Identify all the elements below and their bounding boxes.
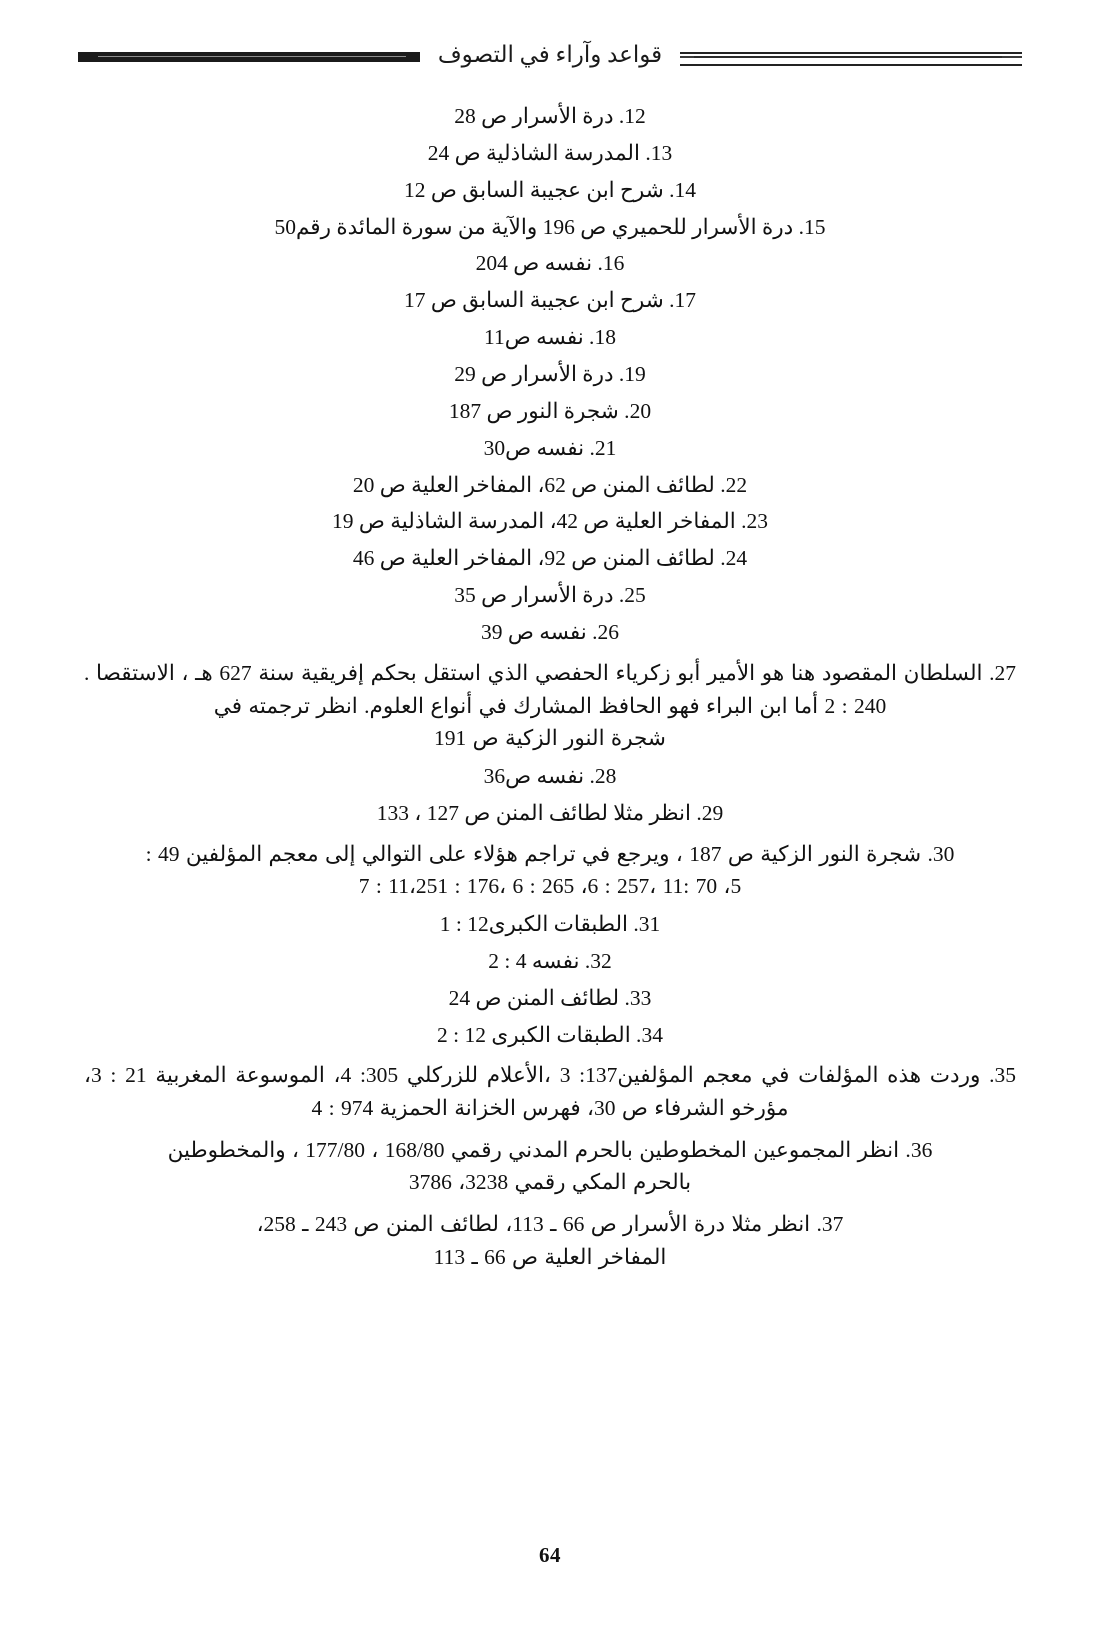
footnote-text: 32. نفسه 4 : 2 (488, 948, 612, 973)
footnote-text: 36. انظر المجموعين المخطوطين بالحرم المدني رقمي 168/80 ، 177/80 ، والمخطوطين (167, 1137, 933, 1162)
footnote-item (84, 509, 1016, 534)
footnote-item (84, 801, 1016, 826)
footnote-text: 31. الطبقات الكبرى12 : 1 (439, 911, 661, 936)
footnote-text: 28. نفسه ص36 (483, 763, 617, 788)
footnote-text: 21. نفسه ص30 (483, 435, 617, 460)
footnote-text: 17. شرح ابن عجيبة السابق ص 17 (403, 288, 697, 313)
footnote-item (84, 288, 1016, 313)
footnote-item (84, 657, 1016, 755)
header-rule-right (78, 50, 420, 64)
footnote-text: 15. درة الأسرار للحميري ص 196 والآية من سورة المائدة رقم50 (274, 214, 826, 239)
header-title: قواعد وآراء في التصوف (437, 42, 663, 67)
footnote-text: 22. لطائف المنن ص 62، المفاخر العلية ص 20 (352, 472, 748, 497)
footnote-item (84, 1134, 1016, 1199)
footnote-item (84, 1208, 1016, 1273)
footnote-text: 27. السلطان المقصود هنا هو الأمير أبو زكرياء الحفصي الذي استقل بحكم إفريقية سنة 627 هـ ، الاستقصا . 240 : 2 أما ابن البراء فهو الحافظ المشارك في أنواع العلوم. انظر ترجمته في (84, 660, 1016, 718)
running-header (78, 36, 1022, 78)
footnote-text: 13. المدرسة الشاذلية ص 24 (427, 140, 673, 165)
footnote-item (84, 838, 1016, 903)
footnote-item (84, 1023, 1016, 1048)
footnote-item (84, 546, 1016, 571)
footnote-item (84, 399, 1016, 424)
footnote-text: 34. الطبقات الكبرى 12 : 2 (437, 1022, 663, 1047)
footnote-item (84, 215, 1016, 240)
page-number: 64 (539, 1543, 561, 1567)
footnote-item (84, 764, 1016, 789)
footnote-text: 16. نفسه ص 204 (475, 251, 625, 276)
footnote-text: 24. لطائف المنن ص 92، المفاخر العلية ص 46 (352, 546, 748, 571)
footnote-text: 26. نفسه ص 39 (480, 620, 620, 645)
footnote-item (84, 473, 1016, 498)
footnote-item (84, 104, 1016, 129)
footnote-text: 33. لطائف المنن ص 24 (448, 985, 652, 1010)
footnote-item (84, 178, 1016, 203)
footnote-text: 37. انظر مثلا درة الأسرار ص 66 ـ 113، لطائف المنن ص 243 ـ 258، (256, 1212, 844, 1237)
footnote-text: 20. شجرة النور ص 187 (448, 398, 652, 423)
footnote-text: 12. درة الأسرار ص 28 (454, 104, 646, 128)
footnote-continuation: 5، 70 :11 ،257 : 6، 265 : 6 ،176 : 11،251 : 7 (358, 874, 742, 899)
footnote-continuation: بالحرم المكي رقمي 3238، 3786 (408, 1170, 692, 1195)
footnote-item (84, 436, 1016, 461)
footnote-item (84, 620, 1016, 645)
footnote-item (84, 362, 1016, 387)
header-rule-left (680, 50, 1022, 64)
footnote-item (84, 583, 1016, 608)
footnote-item (84, 912, 1016, 937)
footnotes-list (84, 104, 1016, 1282)
footnote-text: 29. انظر مثلا لطائف المنن ص 127 ، 133 (376, 800, 724, 825)
footnote-text: 35. وردت هذه المؤلفات في معجم المؤلفين137: 3 ،الأعلام للزركلي 305: 4، الموسوعة المغربية 21 : 3، مؤرخو الشرفاء ص 30، فهرس الخزانة الحمزية 974 : 4 (84, 1063, 1016, 1121)
footnote-text: 25. درة الأسرار ص 35 (454, 583, 646, 608)
footnote-item (84, 251, 1016, 276)
footnote-item (84, 325, 1016, 350)
footnote-item (84, 949, 1016, 974)
footnote-text: 18. نفسه ص11 (484, 325, 616, 350)
footnote-text: 14. شرح ابن عجيبة السابق ص 12 (403, 177, 697, 202)
footnote-text: 19. درة الأسرار ص 29 (454, 362, 646, 387)
footnote-continuation: المفاخر العلية ص 66 ـ 113 (433, 1244, 667, 1269)
footnote-item (84, 1059, 1016, 1124)
footnote-item (84, 986, 1016, 1011)
footnote-item (84, 141, 1016, 166)
footnote-text: 23. المفاخر العلية ص 42، المدرسة الشاذلية ص 19 (332, 509, 768, 534)
footnote-text: 30. شجرة النور الزكية ص 187 ، ويرجع في تراجم هؤلاء على التوالي إلى معجم المؤلفين 49 : (145, 841, 955, 866)
footnote-continuation: شجرة النور الزكية ص 191 (434, 726, 666, 751)
